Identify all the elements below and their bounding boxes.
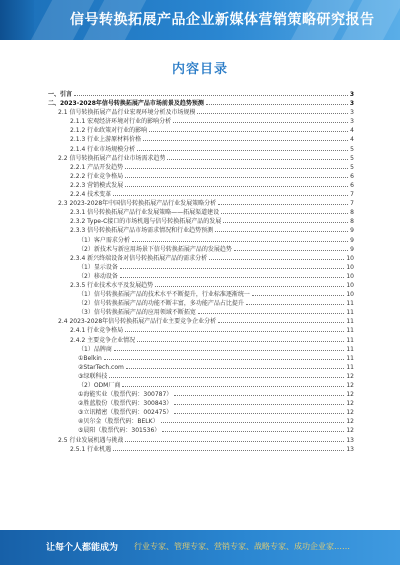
toc-leader-dots: [155, 280, 344, 287]
toc-entry-text: 2.4.2 主要竞争企业情况: [70, 336, 136, 344]
toc-leader-dots: [114, 344, 345, 351]
toc-leader-dots: [125, 325, 344, 332]
toc-entry-text: 2.1.1 宏观经济环境对行业的影响分析: [70, 118, 172, 126]
toc-entry[interactable]: [48, 253, 354, 262]
toc-leader-dots: [173, 116, 348, 123]
toc-leader-dots: [125, 435, 344, 442]
toc-entry-text: 2.3.5 行业技术水平及发展趋势: [70, 281, 154, 289]
toc-entry-text: 2.3.1 信号转换拓展产品行业发展策略——拓展渠道建设: [70, 209, 220, 217]
toc-entry[interactable]: [48, 216, 354, 225]
toc-entry[interactable]: [48, 89, 354, 98]
toc-entry[interactable]: [48, 271, 354, 280]
toc-entry[interactable]: [48, 316, 354, 325]
toc-entry-text: 2.1.2 行业政策对行业的影响: [70, 127, 148, 135]
toc-entry[interactable]: [48, 116, 354, 125]
toc-entry-text: （2）新技术与新应用场景下信号转换拓展产品的发展趋势: [78, 245, 232, 253]
toc-entry-text: 2.2.1 产品开发趋势: [70, 163, 124, 171]
toc-entry[interactable]: [48, 307, 354, 316]
toc-page-number: 6: [350, 172, 354, 180]
toc-entry[interactable]: [48, 125, 354, 134]
toc-entry-text: 2.3.4 新兴终端设备对信号转换拓展产品的需求分析: [70, 254, 208, 262]
toc-leader-dots: [234, 244, 348, 251]
toc-entry[interactable]: [48, 425, 354, 434]
toc-entry-text: ①海能实业（股票代码：300787）: [78, 391, 173, 399]
toc-page-number: 8: [350, 218, 354, 226]
toc-page-number: 9: [350, 245, 354, 253]
toc-entry[interactable]: [48, 298, 354, 307]
toc-entry-text: 2.1.4 行业市场规模分析: [70, 145, 136, 153]
toc-entry[interactable]: [48, 198, 354, 207]
toc-entry-text: 2.1.3 行业上游原材料价格: [70, 136, 142, 144]
toc-leader-dots: [161, 416, 345, 423]
toc-entry[interactable]: [48, 153, 354, 162]
toc-page-number: 3: [349, 100, 354, 108]
toc-page-number: 5: [350, 163, 354, 171]
toc-leader-dots: [126, 362, 345, 369]
toc-leader-dots: [223, 216, 348, 223]
toc-page-number: 11: [346, 336, 354, 344]
toc-leader-dots: [198, 307, 345, 314]
toc-page-number: 7: [350, 191, 354, 199]
toc-entry-text: 2.2.2 行业竞争格局: [70, 172, 124, 180]
toc-page-number: 11: [346, 354, 354, 362]
toc-entry[interactable]: [48, 289, 354, 298]
toc-entry-text: ③立讯精密（股票代码：002475）: [78, 409, 173, 417]
toc-page-number: 12: [346, 400, 354, 408]
toc-page-number: 11: [346, 300, 354, 308]
toc-page-number: 12: [346, 382, 354, 389]
toc-entry[interactable]: [48, 189, 354, 198]
report-title: 信号转换拓展产品企业新媒体营销策略研究报告: [70, 12, 375, 28]
toc-page-number: 5: [350, 154, 354, 162]
toc-entry-text: 2.4.1 行业竞争格局: [70, 327, 124, 335]
toc-leader-dots: [174, 389, 344, 396]
toc-leader-dots: [143, 134, 348, 141]
toc-page-number: 12: [346, 391, 354, 399]
toc-leader-dots: [162, 425, 344, 432]
toc-page-number: 13: [346, 436, 354, 444]
toc-page-number: 4: [350, 127, 354, 135]
toc-leader-dots: [218, 198, 348, 205]
toc-leader-dots: [209, 253, 344, 260]
toc-page-number: 11: [346, 363, 354, 371]
toc-entry[interactable]: [48, 335, 354, 344]
toc-leader-dots: [197, 107, 348, 114]
toc-entry-text: （2）信号转换拓展产品的功能不断丰富，多功能产品占比提升: [78, 300, 244, 308]
toc-page-number: 5: [350, 145, 354, 153]
toc-entry[interactable]: [48, 444, 354, 453]
toc-entry[interactable]: [48, 98, 354, 107]
toc-entry-text: ④贝尔金（股票代码：BELK）: [78, 418, 159, 426]
toc-entry-text: ②胜蓝股份（股票代码：300843）: [78, 400, 173, 408]
toc-page-number: 12: [346, 409, 354, 417]
toc-page-number: 10: [346, 291, 354, 299]
toc-leader-dots: [125, 162, 348, 169]
toc-entry-text: 2.4 2023-2028年信号转换拓展产品行业主要竞争企业分析: [58, 318, 217, 326]
toc-entry-text: 2.3.3 信号转换拓展产品市场需求情况和行业趋势预测: [70, 227, 214, 235]
toc-entry[interactable]: [48, 262, 354, 271]
toc-entry[interactable]: [48, 380, 354, 389]
toc-page-number: 12: [346, 427, 354, 435]
toc-entry[interactable]: [48, 280, 354, 289]
toc-page-number: 9: [350, 236, 354, 244]
toc-page-number: 4: [350, 136, 354, 144]
toc-leader-dots: [215, 225, 348, 232]
toc-entry[interactable]: [48, 398, 354, 407]
toc-leader-dots: [167, 153, 348, 160]
toc-leader-dots: [125, 180, 348, 187]
toc-entry[interactable]: [48, 207, 354, 216]
toc-entry[interactable]: [48, 416, 354, 425]
toc-entry[interactable]: [48, 325, 354, 334]
toc-entry-text: ②StarTech.com: [78, 363, 124, 371]
toc-entry-text: ③绿联科技: [78, 372, 108, 380]
toc-entry[interactable]: [48, 344, 354, 353]
toc-entry[interactable]: [48, 244, 354, 253]
toc-leader-dots: [174, 407, 344, 414]
toc-entry[interactable]: [48, 225, 354, 234]
toc-entry-text: 2.3 2023-2028年中国信号转换拓展产品行业发展策略分析: [58, 200, 217, 208]
toc-entry[interactable]: [48, 407, 354, 416]
toc-entry[interactable]: [48, 171, 354, 180]
toc-page-number: 3: [349, 91, 354, 98]
toc-page-number: 3: [350, 109, 354, 117]
toc-leader-dots: [132, 235, 348, 242]
toc-entry-text: 2.5 行业发展机遇与挑战: [58, 436, 124, 444]
toc-leader-dots: [246, 298, 345, 305]
toc-page-number: 8: [350, 209, 354, 217]
toc-leader-dots: [104, 353, 345, 360]
toc-entry-text: 2.2.3 营销模式发展: [70, 181, 124, 189]
toc-leader-dots: [74, 89, 348, 96]
toc-leader-dots: [206, 98, 348, 105]
toc-page-number: 10: [346, 254, 354, 262]
footer-slogan: 让每个人都能成为: [46, 543, 119, 553]
toc-leader-dots: [149, 125, 348, 132]
toc-leader-dots: [122, 380, 344, 387]
toc-leader-dots: [221, 207, 348, 214]
toc-page-number: 9: [350, 227, 354, 235]
toc-page-number: 6: [350, 181, 354, 189]
toc-leader-dots: [174, 398, 344, 405]
toc-entry[interactable]: [48, 235, 354, 244]
toc-entry-text: （1）显示设备: [78, 263, 118, 271]
toc-heading: 内容目录: [171, 62, 228, 77]
toc-leader-dots: [218, 316, 344, 323]
toc-entry-text: ①Belkin: [78, 354, 102, 362]
toc-page-number: 10: [346, 263, 354, 271]
toc-entry[interactable]: [48, 180, 354, 189]
toc-entry[interactable]: [48, 134, 354, 143]
toc-leader-dots: [252, 289, 345, 296]
footer-tagline: 行业专家、管理专家、营销专家、战略专家、成功企业家……: [134, 542, 350, 551]
toc-entry-text: （3）信号转换拓展产品的应用领域不断拓宽: [78, 309, 196, 317]
toc-entry[interactable]: [48, 107, 354, 116]
toc-entry[interactable]: [48, 362, 354, 371]
toc-entry[interactable]: [48, 435, 354, 444]
toc-leader-dots: [113, 189, 348, 196]
toc-leader-dots: [137, 144, 348, 151]
toc-entry-text: （1）信号转换拓展产品的技术水平不断提升，行业标准逐渐统一: [78, 291, 250, 299]
toc-leader-dots: [137, 335, 344, 342]
toc-leader-dots: [125, 171, 348, 178]
table-of-contents: [48, 89, 354, 453]
toc-entry-text: ⑤晨阳（股票代码：301536）: [78, 427, 161, 435]
toc-entry-text: 2.5.1 行业机遇: [70, 445, 112, 453]
toc-page-number: 11: [346, 345, 354, 353]
toc-entry-text: （1）品牌商: [78, 345, 112, 353]
toc-entry[interactable]: [48, 144, 354, 153]
toc-entry[interactable]: [48, 162, 354, 171]
toc-page-number: 12: [346, 418, 354, 426]
toc-entry-text: （2）移动设备: [78, 272, 118, 280]
toc-entry-text: 2.3.2 Type-C接口的市场机遇与信号转换拓展产品的发展: [70, 218, 222, 226]
toc-entry-text: 一、引言: [48, 91, 73, 98]
toc-leader-dots: [113, 444, 344, 451]
toc-page-number: 13: [346, 445, 354, 453]
toc-entry[interactable]: [48, 371, 354, 380]
toc-leader-dots: [120, 271, 345, 278]
toc-entry-text: （2）ODM厂商: [78, 382, 121, 389]
toc-page-number: 10: [346, 272, 354, 280]
toc-entry-text: 二、2023-2028年信号转换拓展产品市场前景及趋势预测: [48, 100, 204, 108]
toc-page-number: 11: [346, 318, 354, 326]
header-accent: [0, 0, 34, 40]
toc-page-number: 11: [346, 309, 354, 317]
toc-entry[interactable]: [48, 353, 354, 362]
toc-entry[interactable]: [48, 389, 354, 398]
toc-entry-text: 2.1 信号转换拓展产品行业宏观环境分析及市场规模: [58, 109, 196, 117]
toc-entry-text: 2.2 信号转换拓展产品行业市场需求趋势: [58, 154, 166, 162]
toc-page-number: 10: [346, 281, 354, 289]
toc-page-number: 12: [346, 372, 354, 380]
toc-page-number: 7: [350, 200, 354, 208]
toc-page-number: 3: [350, 118, 354, 126]
toc-page-number: 11: [346, 327, 354, 335]
toc-entry-text: 2.2.4 技术变革: [70, 191, 112, 199]
toc-leader-dots: [120, 262, 345, 269]
toc-entry-text: （1）客户需求分析: [78, 236, 130, 244]
toc-leader-dots: [109, 371, 344, 378]
